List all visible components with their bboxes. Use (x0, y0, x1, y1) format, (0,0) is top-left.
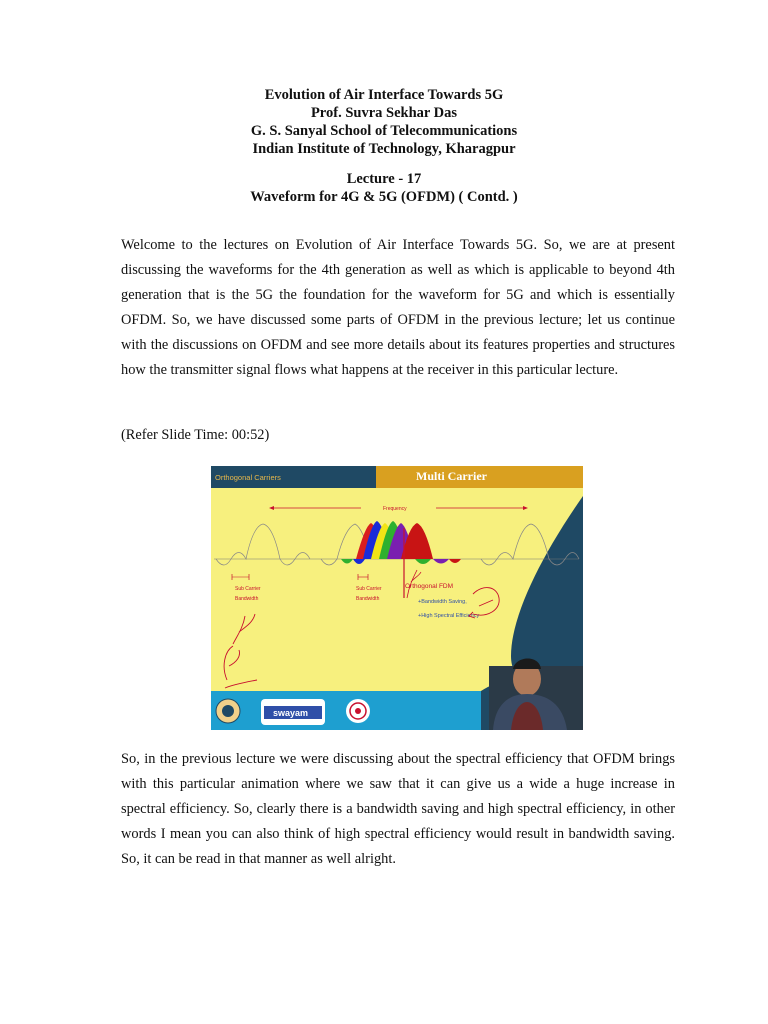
subcarrier-right-line2: Bandwidth (356, 596, 380, 602)
lecture-slide-image (211, 466, 583, 730)
institute-name: Indian Institute of Technology, Kharagpur (252, 141, 516, 157)
orthogonal-fdm-label: Orthogonal FDM (405, 583, 454, 590)
presenter-video (489, 658, 583, 730)
nptel-logo (346, 699, 370, 723)
course-title: Evolution of Air Interface Towards 5G (264, 87, 504, 103)
bullet-bandwidth-saving: +Bandwidth Saving, (418, 599, 467, 605)
lecture-topic: Waveform for 4G & 5G (OFDM) ( Contd. ) (250, 189, 518, 205)
frequency-label: Frequency (383, 506, 407, 512)
lecture-number: Lecture - 17 (346, 171, 422, 187)
discussion-paragraph: So, in the previous lecture we were discussing about the spectral efficiency that OFDM brings with this particular animation where we saw that it can give us a wide a huge increase in spectral efficiency. So, clearly there is a bandwidth saving and high spectral efficiency, in other words I mean you can also think of high spectral efficiency would result in bandwidth saving. So, it can be read in that manner as well alright. (121, 751, 675, 867)
slide-left-title: Orthogonal Carriers (215, 473, 281, 482)
subcarrier-left-line2: Bandwidth (235, 596, 259, 602)
intro-paragraph: Welcome to the lectures on Evolution of Air Interface Towards 5G. So, we are at present discussing the waveforms for the 4th generation as well as which is applicable to beyond 4th generation that is the 5G the foundation for the waveform for 5G and which is essentially OFDM. So, we have discussed some parts of OFDM in the previous lecture; let us continue with the discussions on OFDM and see more details about its features properties and structures how the transmitter signal flows what happens at the receiver in this particular lecture. (121, 237, 675, 378)
svg-text:swayam: swayam (273, 708, 309, 718)
subcarrier-left-line1: Sub Carrier (235, 586, 261, 592)
slide-title: Multi Carrier (416, 469, 487, 483)
swayam-logo (261, 699, 325, 725)
subcarrier-right-line1: Sub Carrier (356, 586, 382, 592)
school-name: G. S. Sanyal School of Telecommunications (250, 123, 518, 139)
bullet-spectral-efficiency: +High Spectral Efficiency (418, 613, 480, 619)
document-header (0, 86, 768, 206)
professor-name: Prof. Suvra Sekhar Das (310, 105, 458, 121)
slide-time-reference: (Refer Slide Time: 00:52) (121, 427, 270, 443)
iit-logo (216, 699, 240, 723)
